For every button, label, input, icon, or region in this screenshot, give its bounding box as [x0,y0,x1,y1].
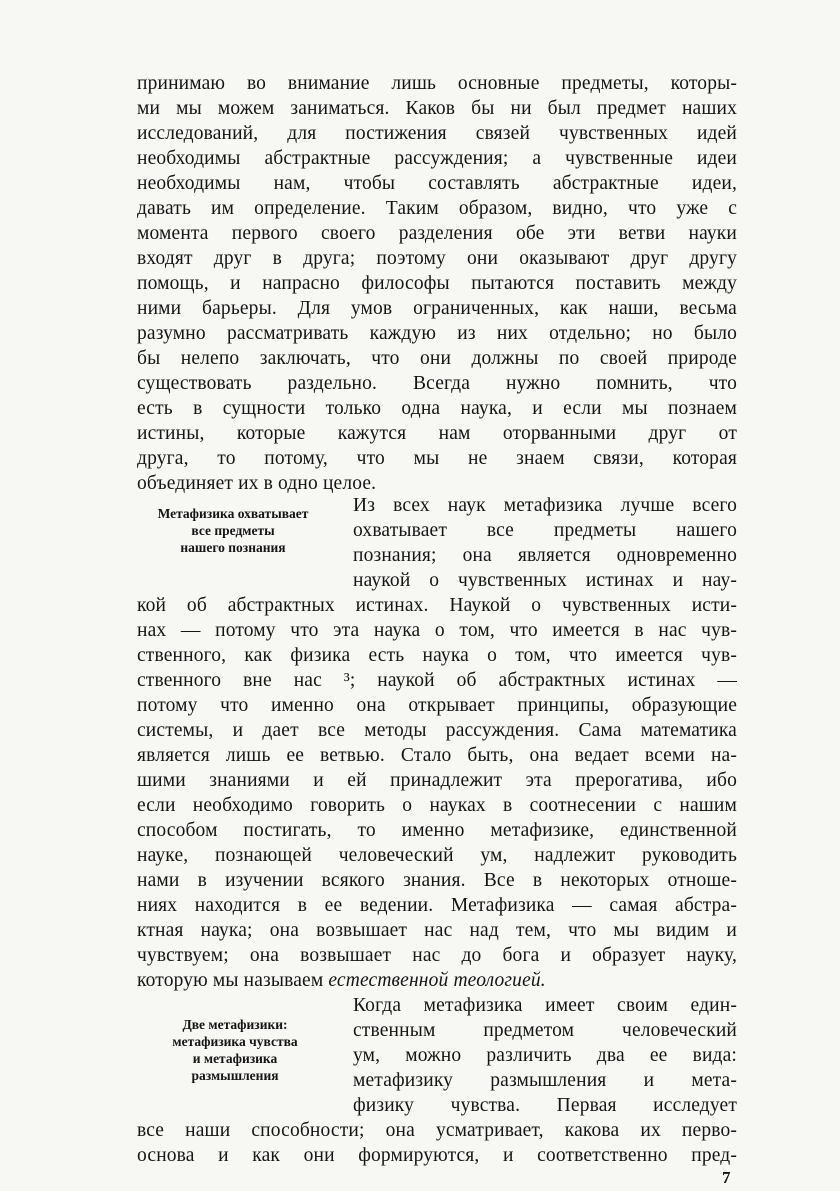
text-line: ними барьеры. Для умов ограниченных, как наши, весьма [137,298,737,319]
text-line: наукой о чувственных истинах и нау- [353,570,737,591]
margin-note-metaphysics-scope [133,505,333,556]
margin-note-line: нашего познания [180,540,286,555]
text-line: способом постигать, то именно метафизике, единственной [137,820,737,841]
text-line: все наши способности; она усматривает, какова их перво- [137,1120,737,1141]
text-line: объединяет их в одно целое. [137,473,377,494]
text-line: ственного вне нас ³; наукой об абстрактных истинах — [137,670,737,691]
text-line: существовать раздельно. Всегда нужно помнить, что [137,373,737,394]
text-line: принимаю во внимание лишь основные предметы, которы- [137,73,737,94]
text-line: есть в сущности только одна наука, и если мы познаем [137,398,737,419]
text-line: помощь, и напрасно философы пытаются поставить между [137,273,737,294]
text-line: ственным предметом человеческий [353,1020,737,1041]
text-line: необходимы абстрактные рассуждения; а чувственные идеи [137,148,737,169]
text-line: нах — потому что эта наука о том, что имеется в нас чув- [137,620,737,641]
text-line: охватывает все предметы нашего [353,520,737,541]
text-line: метафизику размышления и мета- [353,1070,737,1091]
margin-note-line: размышления [191,1068,279,1083]
text-line: разумно рассматривать каждую из них отдельно; но было [137,323,737,344]
text-line: ственного, как физика есть наука о том, что имеется чув- [137,645,737,666]
text-line: ми мы можем заниматься. Каков бы ни был предмет наших [137,98,737,119]
text-line: науке, познающей человеческий ум, надлежит руководить [137,845,737,866]
text-line: кой об абстрактных истинах. Наукой о чувственных исти- [137,595,737,616]
text-line: бы нелепо заключать, что они должны по своей природе [137,348,737,369]
text-line: физику чувства. Первая исследует [353,1095,737,1116]
italic-term: естественной теологией. [328,970,546,991]
text-line [137,969,737,993]
text-line: истины, которые кажутся нам оторванными друг от [137,423,737,444]
text-line: Когда метафизика имеет своим един- [353,995,737,1016]
margin-note-line: Две метафизики: [182,1017,288,1032]
text-line: познания; она является одновременно [353,545,737,566]
margin-note-two-metaphysics [135,1016,335,1084]
text-line: друга, то потому, что мы не знаем связи, которая [137,448,737,469]
text-line: является лишь ее ветвью. Стало быть, она ведает всеми на- [137,745,737,766]
text-line: ниях находится в ее ведении. Метафизика — самая абстра- [137,895,737,916]
margin-note-line: Метафизика охватывает [157,506,309,521]
text-line: входят друг в друга; поэтому они оказывают друг другу [137,248,737,269]
text-line: ктная наука; она возвышает нас над тем, что мы видим и [137,920,737,941]
page-number: 7 [722,1168,731,1187]
text-line: потому что именно она открывает принципы, образующие [137,695,737,716]
text-line: нами в изучении всякого знания. Все в некоторых отноше- [137,870,737,891]
text-line: момента первого своего разделения обе эти ветви науки [137,223,737,244]
text-line: шими знаниями и ей принадлежит эта прерогатива, ибо [137,770,737,791]
text-line: чувствуем; она возвышает нас до бога и образует науку, [137,945,737,966]
text-line: основа и как они формируются, и соответственно пред- [137,1145,737,1166]
text-line: системы, и дает все методы рассуждения. Сама математика [137,720,737,741]
text-line: если необходимо говорить о науках в соотнесении с нашим [137,795,737,816]
margin-note-line: все предметы [191,523,275,538]
text-line: давать им определение. Таким образом, видно, что уже с [137,198,737,219]
text-line: исследований, для постижения связей чувственных идей [137,123,737,144]
text-line: ум, можно различить два ее вида: [353,1045,737,1066]
margin-note-line: и метафизика [192,1051,278,1066]
text-span: которую мы называем [137,970,329,991]
text-line: необходимы нам, чтобы составлять абстрактные идеи, [137,173,737,194]
text-line: Из всех наук метафизика лучше всего [353,495,737,516]
margin-note-line: метафизика чувства [172,1034,298,1049]
